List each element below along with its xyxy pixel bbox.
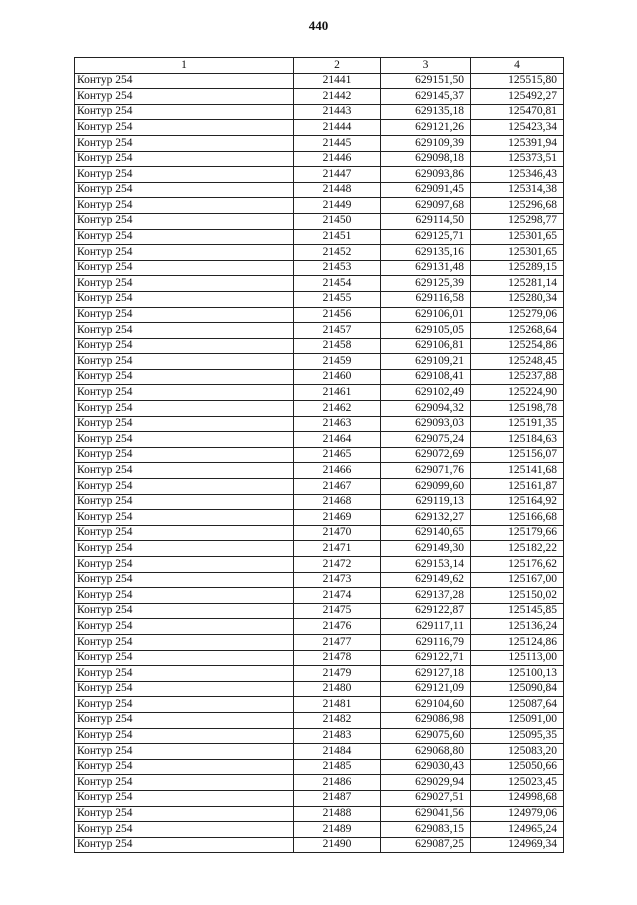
- table-row: [75, 634, 564, 650]
- point-number-cell: 21456: [294, 307, 381, 323]
- contour-name-cell: Контур 254: [75, 307, 294, 323]
- y-coordinate-cell: 125515,80: [471, 73, 564, 89]
- point-number-cell: 21462: [294, 401, 381, 417]
- point-number-cell: 21485: [294, 759, 381, 775]
- contour-name-cell: Контур 254: [75, 135, 294, 151]
- table-row: [75, 619, 564, 635]
- point-number-cell: 21451: [294, 229, 381, 245]
- table-row: [75, 588, 564, 604]
- point-number-cell: 21441: [294, 73, 381, 89]
- point-number-cell: 21490: [294, 837, 381, 853]
- y-coordinate-cell: 125237,88: [471, 369, 564, 385]
- x-coordinate-cell: 629083,15: [381, 822, 471, 838]
- x-coordinate-cell: 629099,60: [381, 479, 471, 495]
- x-coordinate-cell: 629091,45: [381, 182, 471, 198]
- y-coordinate-cell: 125167,00: [471, 572, 564, 588]
- point-number-cell: 21467: [294, 479, 381, 495]
- point-number-cell: 21479: [294, 666, 381, 682]
- x-coordinate-cell: 629105,05: [381, 323, 471, 339]
- point-number-cell: 21474: [294, 588, 381, 604]
- contour-name-cell: Контур 254: [75, 728, 294, 744]
- y-coordinate-cell: 125141,68: [471, 463, 564, 479]
- point-number-cell: 21445: [294, 135, 381, 151]
- x-coordinate-cell: 629137,28: [381, 588, 471, 604]
- column-header-4: 4: [471, 58, 564, 74]
- column-header-2: 2: [294, 58, 381, 74]
- column-header-1: 1: [75, 58, 294, 74]
- y-coordinate-cell: 125198,78: [471, 401, 564, 417]
- point-number-cell: 21457: [294, 323, 381, 339]
- y-coordinate-cell: 125083,20: [471, 744, 564, 760]
- y-coordinate-cell: 125166,68: [471, 510, 564, 526]
- point-number-cell: 21444: [294, 120, 381, 136]
- y-coordinate-cell: 125179,66: [471, 525, 564, 541]
- x-coordinate-cell: 629140,65: [381, 525, 471, 541]
- x-coordinate-cell: 629122,71: [381, 650, 471, 666]
- contour-name-cell: Контур 254: [75, 323, 294, 339]
- contour-name-cell: Контур 254: [75, 369, 294, 385]
- contour-name-cell: Контур 254: [75, 775, 294, 791]
- point-number-cell: 21459: [294, 354, 381, 370]
- table-header-row: [75, 58, 564, 74]
- contour-name-cell: Контур 254: [75, 572, 294, 588]
- y-coordinate-cell: 125156,07: [471, 447, 564, 463]
- x-coordinate-cell: 629121,26: [381, 120, 471, 136]
- x-coordinate-cell: 629072,69: [381, 447, 471, 463]
- contour-name-cell: Контур 254: [75, 463, 294, 479]
- table-row: [75, 104, 564, 120]
- x-coordinate-cell: 629106,01: [381, 307, 471, 323]
- y-coordinate-cell: 125301,65: [471, 229, 564, 245]
- column-header-3: 3: [381, 58, 471, 74]
- x-coordinate-cell: 629151,50: [381, 73, 471, 89]
- x-coordinate-cell: 629119,13: [381, 494, 471, 510]
- x-coordinate-cell: 629093,03: [381, 416, 471, 432]
- x-coordinate-cell: 629131,48: [381, 260, 471, 276]
- y-coordinate-cell: 125176,62: [471, 557, 564, 573]
- x-coordinate-cell: 629094,32: [381, 401, 471, 417]
- x-coordinate-cell: 629030,43: [381, 759, 471, 775]
- point-number-cell: 21468: [294, 494, 381, 510]
- x-coordinate-cell: 629109,39: [381, 135, 471, 151]
- table-row: [75, 790, 564, 806]
- contour-name-cell: Контур 254: [75, 759, 294, 775]
- table-row: [75, 369, 564, 385]
- contour-name-cell: Контур 254: [75, 666, 294, 682]
- y-coordinate-cell: 125314,38: [471, 182, 564, 198]
- contour-name-cell: Контур 254: [75, 650, 294, 666]
- point-number-cell: 21448: [294, 182, 381, 198]
- contour-name-cell: Контур 254: [75, 416, 294, 432]
- x-coordinate-cell: 629125,39: [381, 276, 471, 292]
- contour-name-cell: Контур 254: [75, 790, 294, 806]
- point-number-cell: 21483: [294, 728, 381, 744]
- table-row: [75, 229, 564, 245]
- table-row: [75, 557, 564, 573]
- contour-name-cell: Контур 254: [75, 432, 294, 448]
- contour-name-cell: Контур 254: [75, 182, 294, 198]
- point-number-cell: 21472: [294, 557, 381, 573]
- y-coordinate-cell: 124979,06: [471, 806, 564, 822]
- contour-name-cell: Контур 254: [75, 712, 294, 728]
- table-row: [75, 525, 564, 541]
- contour-name-cell: Контур 254: [75, 260, 294, 276]
- contour-name-cell: Контур 254: [75, 525, 294, 541]
- contour-name-cell: Контур 254: [75, 151, 294, 167]
- point-number-cell: 21464: [294, 432, 381, 448]
- table-row: [75, 276, 564, 292]
- point-number-cell: 21476: [294, 619, 381, 635]
- table-row: [75, 510, 564, 526]
- contour-name-cell: Контур 254: [75, 198, 294, 214]
- point-number-cell: 21486: [294, 775, 381, 791]
- x-coordinate-cell: 629145,37: [381, 89, 471, 105]
- contour-name-cell: Контур 254: [75, 73, 294, 89]
- y-coordinate-cell: 125470,81: [471, 104, 564, 120]
- table-row: [75, 385, 564, 401]
- contour-name-cell: Контур 254: [75, 104, 294, 120]
- y-coordinate-cell: 125281,14: [471, 276, 564, 292]
- point-number-cell: 21487: [294, 790, 381, 806]
- table-row: [75, 822, 564, 838]
- point-number-cell: 21443: [294, 104, 381, 120]
- point-number-cell: 21461: [294, 385, 381, 401]
- y-coordinate-cell: 125423,34: [471, 120, 564, 136]
- point-number-cell: 21482: [294, 712, 381, 728]
- y-coordinate-cell: 125113,00: [471, 650, 564, 666]
- x-coordinate-cell: 629075,24: [381, 432, 471, 448]
- x-coordinate-cell: 629135,16: [381, 245, 471, 261]
- point-number-cell: 21471: [294, 541, 381, 557]
- point-number-cell: 21473: [294, 572, 381, 588]
- contour-name-cell: Контур 254: [75, 806, 294, 822]
- point-number-cell: 21480: [294, 681, 381, 697]
- table-row: [75, 260, 564, 276]
- y-coordinate-cell: 125136,24: [471, 619, 564, 635]
- table-row: [75, 401, 564, 417]
- table-row: [75, 697, 564, 713]
- y-coordinate-cell: 125279,06: [471, 307, 564, 323]
- x-coordinate-cell: 629149,62: [381, 572, 471, 588]
- contour-name-cell: Контур 254: [75, 494, 294, 510]
- table-row: [75, 712, 564, 728]
- table-row: [75, 120, 564, 136]
- x-coordinate-cell: 629104,60: [381, 697, 471, 713]
- point-number-cell: 21488: [294, 806, 381, 822]
- y-coordinate-cell: 125373,51: [471, 151, 564, 167]
- table-row: [75, 837, 564, 853]
- y-coordinate-cell: 125090,84: [471, 681, 564, 697]
- y-coordinate-cell: 125161,87: [471, 479, 564, 495]
- table-row: [75, 89, 564, 105]
- table-row: [75, 291, 564, 307]
- table-row: [75, 182, 564, 198]
- table-row: [75, 447, 564, 463]
- x-coordinate-cell: 629068,80: [381, 744, 471, 760]
- x-coordinate-cell: 629125,71: [381, 229, 471, 245]
- table-row: [75, 307, 564, 323]
- x-coordinate-cell: 629114,50: [381, 213, 471, 229]
- table-row: [75, 245, 564, 261]
- contour-name-cell: Контур 254: [75, 354, 294, 370]
- table-row: [75, 759, 564, 775]
- table-row: [75, 775, 564, 791]
- x-coordinate-cell: 629075,60: [381, 728, 471, 744]
- y-coordinate-cell: 125280,34: [471, 291, 564, 307]
- table-row: [75, 323, 564, 339]
- point-number-cell: 21458: [294, 338, 381, 354]
- x-coordinate-cell: 629087,25: [381, 837, 471, 853]
- y-coordinate-cell: 125087,64: [471, 697, 564, 713]
- table-row: [75, 432, 564, 448]
- table-row: [75, 73, 564, 89]
- contour-name-cell: Контур 254: [75, 167, 294, 183]
- point-number-cell: 21450: [294, 213, 381, 229]
- y-coordinate-cell: 125145,85: [471, 603, 564, 619]
- x-coordinate-cell: 629086,98: [381, 712, 471, 728]
- x-coordinate-cell: 629153,14: [381, 557, 471, 573]
- contour-name-cell: Контур 254: [75, 229, 294, 245]
- x-coordinate-cell: 629029,94: [381, 775, 471, 791]
- x-coordinate-cell: 629116,58: [381, 291, 471, 307]
- contour-name-cell: Контур 254: [75, 697, 294, 713]
- contour-name-cell: Контур 254: [75, 510, 294, 526]
- contour-name-cell: Контур 254: [75, 837, 294, 853]
- y-coordinate-cell: 125296,68: [471, 198, 564, 214]
- y-coordinate-cell: 125289,15: [471, 260, 564, 276]
- y-coordinate-cell: 125124,86: [471, 634, 564, 650]
- point-number-cell: 21466: [294, 463, 381, 479]
- point-number-cell: 21477: [294, 634, 381, 650]
- y-coordinate-cell: 125346,43: [471, 167, 564, 183]
- y-coordinate-cell: 124969,34: [471, 837, 564, 853]
- contour-name-cell: Контур 254: [75, 401, 294, 417]
- contour-name-cell: Контур 254: [75, 213, 294, 229]
- y-coordinate-cell: 125182,22: [471, 541, 564, 557]
- x-coordinate-cell: 629106,81: [381, 338, 471, 354]
- y-coordinate-cell: 125050,66: [471, 759, 564, 775]
- x-coordinate-cell: 629102,49: [381, 385, 471, 401]
- x-coordinate-cell: 629109,21: [381, 354, 471, 370]
- x-coordinate-cell: 629116,79: [381, 634, 471, 650]
- table-row: [75, 650, 564, 666]
- table-row: [75, 603, 564, 619]
- y-coordinate-cell: 125254,86: [471, 338, 564, 354]
- y-coordinate-cell: 125391,94: [471, 135, 564, 151]
- point-number-cell: 21470: [294, 525, 381, 541]
- table-row: [75, 135, 564, 151]
- table-row: [75, 681, 564, 697]
- point-number-cell: 21465: [294, 447, 381, 463]
- y-coordinate-cell: 125224,90: [471, 385, 564, 401]
- y-coordinate-cell: 125492,27: [471, 89, 564, 105]
- x-coordinate-cell: 629108,41: [381, 369, 471, 385]
- y-coordinate-cell: 124965,24: [471, 822, 564, 838]
- x-coordinate-cell: 629071,76: [381, 463, 471, 479]
- point-number-cell: 21463: [294, 416, 381, 432]
- y-coordinate-cell: 125301,65: [471, 245, 564, 261]
- contour-name-cell: Контур 254: [75, 634, 294, 650]
- contour-name-cell: Контур 254: [75, 619, 294, 635]
- table-row: [75, 416, 564, 432]
- x-coordinate-cell: 629027,51: [381, 790, 471, 806]
- x-coordinate-cell: 629098,18: [381, 151, 471, 167]
- table-row: [75, 463, 564, 479]
- y-coordinate-cell: 125150,02: [471, 588, 564, 604]
- x-coordinate-cell: 629127,18: [381, 666, 471, 682]
- y-coordinate-cell: 125184,63: [471, 432, 564, 448]
- point-number-cell: 21478: [294, 650, 381, 666]
- contour-name-cell: Контур 254: [75, 276, 294, 292]
- point-number-cell: 21453: [294, 260, 381, 276]
- x-coordinate-cell: 629135,18: [381, 104, 471, 120]
- point-number-cell: 21484: [294, 744, 381, 760]
- contour-name-cell: Контур 254: [75, 822, 294, 838]
- table-row: [75, 806, 564, 822]
- table-row: [75, 728, 564, 744]
- y-coordinate-cell: 125095,35: [471, 728, 564, 744]
- table-row: [75, 479, 564, 495]
- table-row: [75, 572, 564, 588]
- page-number: 440: [308, 18, 329, 33]
- table-body: [75, 73, 564, 853]
- y-coordinate-cell: 125164,92: [471, 494, 564, 510]
- table-row: [75, 354, 564, 370]
- point-number-cell: 21446: [294, 151, 381, 167]
- y-coordinate-cell: 125248,45: [471, 354, 564, 370]
- table-row: [75, 338, 564, 354]
- contour-name-cell: Контур 254: [75, 120, 294, 136]
- contour-name-cell: Контур 254: [75, 557, 294, 573]
- table-row: [75, 541, 564, 557]
- table-row: [75, 666, 564, 682]
- contour-name-cell: Контур 254: [75, 447, 294, 463]
- point-number-cell: 21454: [294, 276, 381, 292]
- x-coordinate-cell: 629041,56: [381, 806, 471, 822]
- contour-name-cell: Контур 254: [75, 385, 294, 401]
- y-coordinate-cell: 125191,35: [471, 416, 564, 432]
- x-coordinate-cell: 629122,87: [381, 603, 471, 619]
- y-coordinate-cell: 125091,00: [471, 712, 564, 728]
- y-coordinate-cell: 125268,64: [471, 323, 564, 339]
- table-row: [75, 494, 564, 510]
- table-row: [75, 213, 564, 229]
- contour-name-cell: Контур 254: [75, 479, 294, 495]
- point-number-cell: 21449: [294, 198, 381, 214]
- x-coordinate-cell: 629117,11: [381, 619, 471, 635]
- point-number-cell: 21469: [294, 510, 381, 526]
- x-coordinate-cell: 629097,68: [381, 198, 471, 214]
- contour-name-cell: Контур 254: [75, 245, 294, 261]
- point-number-cell: 21447: [294, 167, 381, 183]
- contour-name-cell: Контур 254: [75, 541, 294, 557]
- contour-name-cell: Контур 254: [75, 338, 294, 354]
- contour-name-cell: Контур 254: [75, 291, 294, 307]
- point-number-cell: 21460: [294, 369, 381, 385]
- x-coordinate-cell: 629121,09: [381, 681, 471, 697]
- x-coordinate-cell: 629093,86: [381, 167, 471, 183]
- contour-name-cell: Контур 254: [75, 588, 294, 604]
- table-row: [75, 167, 564, 183]
- table-row: [75, 151, 564, 167]
- x-coordinate-cell: 629149,30: [381, 541, 471, 557]
- y-coordinate-cell: 125100,13: [471, 666, 564, 682]
- point-number-cell: 21452: [294, 245, 381, 261]
- table-row: [75, 744, 564, 760]
- contour-name-cell: Контур 254: [75, 681, 294, 697]
- contour-name-cell: Контур 254: [75, 89, 294, 105]
- contour-name-cell: Контур 254: [75, 603, 294, 619]
- contour-name-cell: Контур 254: [75, 744, 294, 760]
- y-coordinate-cell: 124998,68: [471, 790, 564, 806]
- point-number-cell: 21455: [294, 291, 381, 307]
- table-row: [75, 198, 564, 214]
- point-number-cell: 21475: [294, 603, 381, 619]
- point-number-cell: 21481: [294, 697, 381, 713]
- x-coordinate-cell: 629132,27: [381, 510, 471, 526]
- y-coordinate-cell: 125298,77: [471, 213, 564, 229]
- point-number-cell: 21489: [294, 822, 381, 838]
- coordinates-table: [74, 57, 564, 853]
- point-number-cell: 21442: [294, 89, 381, 105]
- y-coordinate-cell: 125023,45: [471, 775, 564, 791]
